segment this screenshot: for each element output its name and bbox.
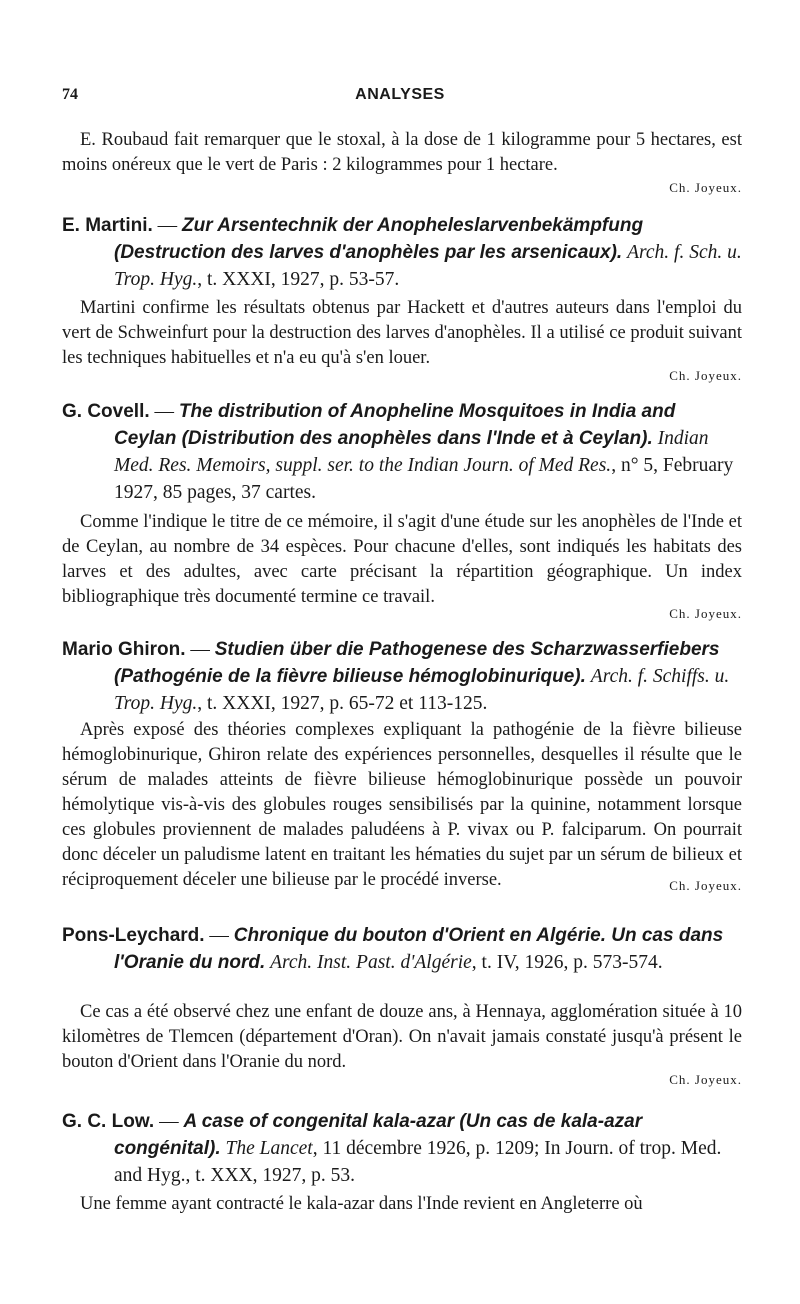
dash: — [204, 925, 234, 946]
citation [62, 212, 742, 293]
citation [62, 922, 742, 976]
signature: Ch. Joyeux. [669, 606, 742, 621]
dash: — [154, 1111, 184, 1132]
abstract-block [62, 1000, 742, 1087]
citation-details: , 11 décembre 1926, p. 1209; In Journ. of trop. Med. and Hyg., t. XXX, 1927, p. 53. [114, 1138, 722, 1186]
journal-name: Arch. f. Schiffs. u. Trop. Hyg. [114, 666, 730, 714]
author: G. Covell. [62, 401, 150, 422]
bibliographic-entry [62, 212, 742, 293]
author: E. Martini. [62, 215, 153, 236]
article-title: The distribution of Anopheline Mosquitoes in India and Ceylan (Distribution des anophèles dans l'Inde et à Ceylan). [114, 401, 676, 449]
abstract-block [62, 718, 742, 893]
citation-details: , n° 5, February 1927, 85 pages, 37 cartes. [114, 455, 734, 503]
citation [62, 398, 742, 506]
abstract-block [62, 1192, 742, 1217]
citation-details: , t. IV, 1926, p. 573-574. [471, 952, 663, 973]
abstract: Après exposé des théories complexes expliquant la pathogénie de la fièvre bilieuse hémoglobinurique, Ghiron relate des expériences personnelles, desquelles il résulte que le sérum de malades atteints de fièvre bilieuse hémoglobinurique possède un pouvoir hémolytique vis-à-vis des globules rouges sensibilisés par la quinine, notamment lorsque ces globules proviennent de malades paludéens à P. vivax ou P. falciparum. On pourrait donc déceler un paludisme latent en traitant les hématies du sujet par un sérum de bilieux et réciproquement déceler une bilieuse par le procédé inverse. [62, 720, 742, 890]
citation-details: , t. XXXI, 1927, p. 53-57. [197, 269, 400, 290]
author: Mario Ghiron. [62, 639, 186, 660]
abstract: Comme l'indique le titre de ce mémoire, il s'agit d'une étude sur les anophèles de l'Inde et de Ceylan, au nombre de 34 espèces. Pour chacune d'elles, sont indiqués les habitats des larves et des adultes, avec carte précisant la répartition géographique. Un index bibliographique très documenté termine ce travail. [62, 512, 742, 607]
running-title: ANALYSES [355, 86, 445, 103]
abstract-block [62, 296, 742, 383]
article-title: A case of congenital kala-azar (Un cas de kala-azar congénital). [114, 1111, 643, 1159]
article-title: Studien über die Pathogenese des Scharzwasserfiebers (Pathogénie de la fièvre bilieuse hémoglobinurique). [114, 639, 720, 687]
article-title: Chronique du bouton d'Orient en Algérie. Un cas dans l'Oranie du nord. [114, 925, 724, 973]
author: G. C. Low. [62, 1111, 155, 1132]
journal-name: The Lancet [225, 1138, 313, 1159]
bibliographic-entry [62, 922, 742, 976]
dash: — [152, 215, 183, 236]
author: Pons-Leychard. [62, 925, 205, 946]
signature: Ch. Joyeux. [669, 1072, 742, 1087]
signature: Ch. Joyeux. [669, 878, 742, 893]
signature: Ch. Joyeux. [669, 180, 742, 195]
journal-name: Arch. Inst. Past. d'Algérie [270, 952, 472, 973]
citation-details: , t. XXXI, 1927, p. 65-72 et 113-125. [197, 693, 488, 714]
intro-block [62, 128, 742, 195]
intro-paragraph: E. Roubaud fait remarquer que le stoxal, à la dose de 1 kilogramme pour 5 hectares, est moins onéreux que le vert de Paris : 2 kilogrammes pour 1 hectare. [62, 130, 742, 175]
article-title: Zur Arsentechnik der Anopheleslarvenbekämpfung (Destruction des larves d'anophèles par les arsenicaux). [114, 215, 644, 263]
citation [62, 636, 742, 717]
signature: Ch. Joyeux. [669, 368, 742, 383]
bibliographic-entry [62, 398, 742, 506]
page-number: 74 [62, 86, 78, 103]
dash: — [185, 639, 215, 660]
journal-name: Arch. f. Sch. u. Trop. Hyg. [114, 242, 742, 290]
journal-name: Indian Med. Res. Memoirs, suppl. ser. to the Indian Journ. of Med Res. [114, 428, 709, 476]
abstract: Martini confirme les résultats obtenus par Hackett et d'autres auteurs dans l'emploi du vert de Schweinfurt pour la destruction des larves d'anophèles. Il a utilisé ce produit suivant les techniques habituelles et n'a eu qu'à s'en louer. [62, 298, 742, 368]
abstract: Ce cas a été observé chez une enfant de douze ans, à Hennaya, agglomération située à 10 kilomètres de Tlemcen (département d'Oran). On n'avait jamais constaté jusqu'à présent le bouton d'Orient dans l'Oranie du nord. [62, 1002, 742, 1072]
running-header [62, 86, 738, 110]
dash: — [149, 401, 179, 422]
citation [62, 1108, 742, 1189]
bibliographic-entry [62, 1108, 742, 1189]
bibliographic-entry [62, 636, 742, 717]
abstract-block [62, 510, 742, 621]
abstract: Une femme ayant contracté le kala-azar dans l'Inde revient en Angleterre où [80, 1194, 643, 1214]
